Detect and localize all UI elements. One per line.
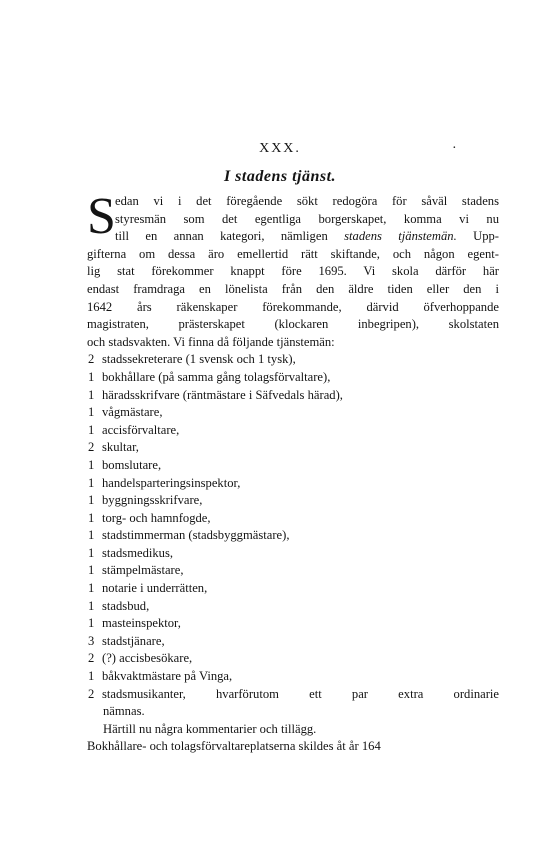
list-qty: 3 xyxy=(88,633,95,648)
list-item xyxy=(87,580,499,598)
list-item xyxy=(87,668,499,686)
list-text: stadsmusikanter, hvarförutom ett par extra ordinarie xyxy=(102,686,499,701)
closing-line: Bokhållare- och tolagsförvaltareplatserna skildes åt år 164 xyxy=(87,739,381,754)
list-item xyxy=(87,545,499,563)
intro-line: och stadsvakten. Vi finna då följande tjänstemän: xyxy=(87,334,335,349)
list-text: handelsparteringsinspektor, xyxy=(102,475,241,490)
list-text: torg- och hamnfogde, xyxy=(102,510,211,525)
list-text: båkvaktmästare på Vinga, xyxy=(102,669,233,684)
list-item xyxy=(87,404,499,422)
intro-line: magistraten, prästerskapet (klockaren inbegripen), skolstaten xyxy=(87,317,499,332)
list-text: bokhållare (på samma gång tolagsförvaltare), xyxy=(102,369,331,384)
list-qty: 1 xyxy=(88,369,95,384)
list-text: byggningsskrifvare, xyxy=(102,493,203,508)
list-item xyxy=(87,615,499,633)
list-text: stadstimmerman (stadsbyggmästare), xyxy=(102,528,290,543)
list-item xyxy=(87,686,499,704)
list-item xyxy=(87,510,499,528)
list-text: stadsmedikus, xyxy=(102,545,174,560)
list-text: masteinspektor, xyxy=(102,616,181,631)
list-item xyxy=(87,475,499,493)
intro-line: edan vi i det föregående sökt redogöra för såväl stadens xyxy=(115,194,499,208)
list-text: stadssekreterare (1 svensk och 1 tysk), xyxy=(102,352,296,367)
list-item xyxy=(87,598,499,616)
intro-paragraph xyxy=(87,188,499,351)
list-qty: 1 xyxy=(88,422,95,437)
list-text: häradsskrifvare (räntmästare i Säfvedals härad), xyxy=(102,387,343,402)
closing-text xyxy=(87,721,499,756)
list-qty: 1 xyxy=(88,528,95,543)
list-qty: 2 xyxy=(88,651,95,666)
chapter-number: XXX. xyxy=(259,141,301,156)
list-text: stämpelmästare, xyxy=(102,563,184,578)
list-item xyxy=(87,439,499,457)
list-item xyxy=(87,387,499,405)
drop-cap: S xyxy=(87,188,116,245)
intro-line: 1642 års räkenskaper förekommande, därvid öfverhoppande xyxy=(87,299,499,314)
intro-text: till en annan kategori, nämligen xyxy=(115,229,328,244)
emphasis-text: stadens tjänstemän. xyxy=(344,229,457,244)
list-qty: 2 xyxy=(88,352,95,367)
chapter-heading: I stadens tjänst. xyxy=(223,168,337,185)
intro-line: lig stat förekommer knappt före 1695. Vi skola därför här xyxy=(87,264,499,279)
page-mark: · xyxy=(452,141,457,156)
list-qty: 1 xyxy=(88,598,95,613)
intro-line: gifterna om dessa äro emellertid rätt skiftande, och någon egent- xyxy=(87,246,499,261)
list-item xyxy=(87,562,499,580)
list-qty: 1 xyxy=(88,616,95,631)
list-qty: 1 xyxy=(88,581,95,596)
intro-line: styresmän som det egentliga borgerskapet, komma vi nu xyxy=(115,211,499,226)
intro-line: endast framdraga en lönelista från den äldre tiden eller den i xyxy=(87,281,499,296)
list-item xyxy=(87,422,499,440)
list-qty: 1 xyxy=(88,387,95,402)
list-qty: 1 xyxy=(88,510,95,525)
list-qty: 2 xyxy=(88,440,95,455)
list-qty: 1 xyxy=(88,545,95,560)
list-qty: 1 xyxy=(88,405,95,420)
list-qty: 1 xyxy=(88,563,95,578)
page-body xyxy=(87,188,499,756)
list-qty: 1 xyxy=(88,669,95,684)
list-item xyxy=(87,633,499,651)
list-text: bomslutare, xyxy=(102,457,162,472)
staff-list xyxy=(87,351,499,720)
list-qty: 1 xyxy=(88,457,95,472)
list-text: notarie i underrätten, xyxy=(102,581,208,596)
list-text: (?) accisbesökare, xyxy=(102,651,193,666)
list-text: vågmästare, xyxy=(102,405,163,420)
intro-text: Upp- xyxy=(473,229,499,244)
list-item xyxy=(87,369,499,387)
list-item xyxy=(87,351,499,369)
list-item xyxy=(87,650,499,668)
list-item xyxy=(87,527,499,545)
list-item-continuation: nämnas. xyxy=(103,704,145,719)
list-text: accisförvaltare, xyxy=(102,422,180,437)
list-text: stadsbud, xyxy=(102,598,150,613)
list-qty: 2 xyxy=(88,686,95,701)
intro-line xyxy=(87,228,499,246)
list-text: stadstjänare, xyxy=(102,633,165,648)
list-qty: 1 xyxy=(88,475,95,490)
list-item xyxy=(87,457,499,475)
closing-line: Härtill nu några kommentarier och tillägg. xyxy=(103,721,317,736)
list-item xyxy=(87,492,499,510)
list-qty: 1 xyxy=(88,493,95,508)
list-text: skultar, xyxy=(102,440,139,455)
